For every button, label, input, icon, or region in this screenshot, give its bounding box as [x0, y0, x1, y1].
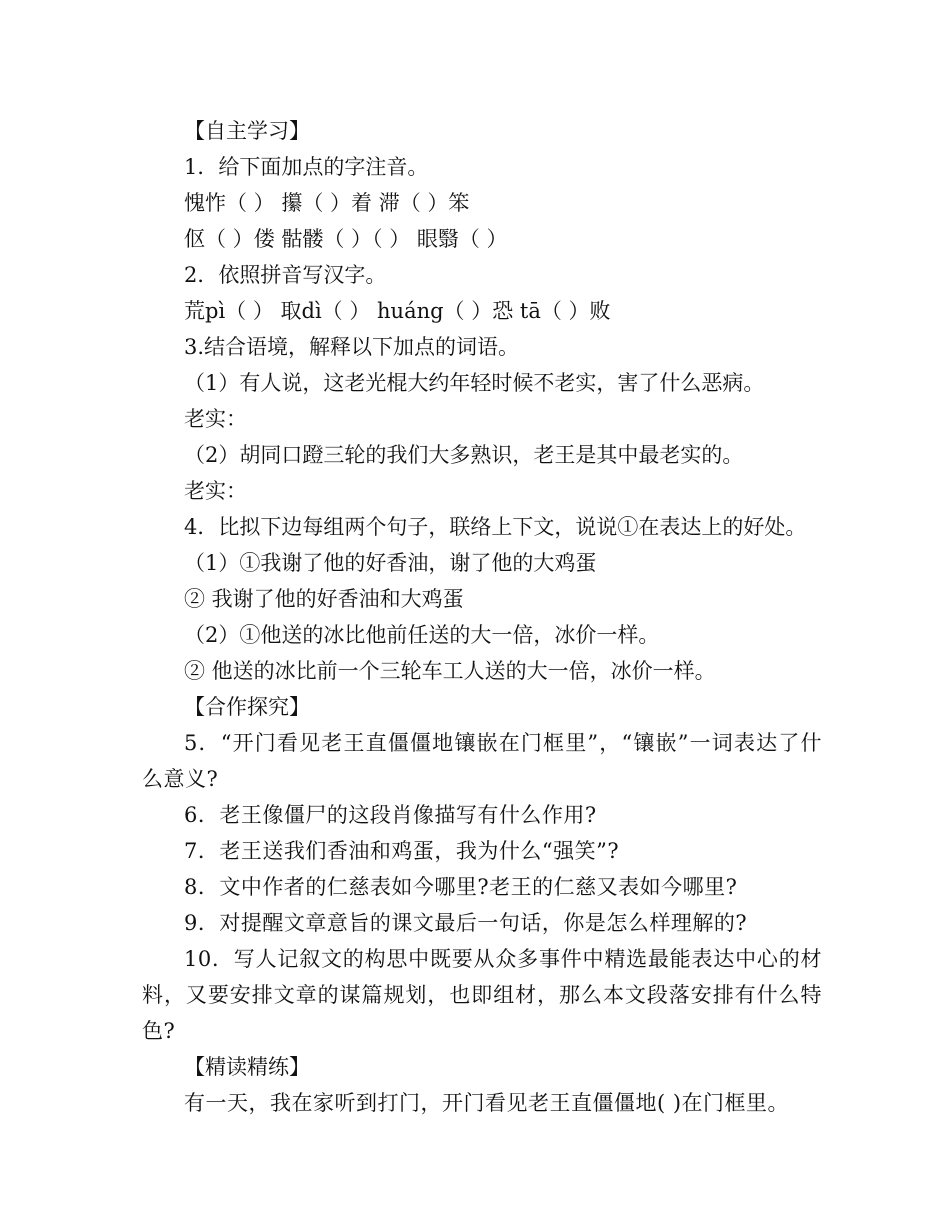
question-3-title: 3.结合语境，解释以下加点的词语。	[184, 335, 520, 359]
question-9: 9．对提醒文章意旨的课文最后一句话，你是怎么样理解的?	[184, 911, 748, 935]
question-7: 7．老王送我们香油和鸡蛋，我为什么“强笑”?	[184, 839, 620, 863]
question-2-title: 2．依照拼音写汉字。	[184, 263, 387, 287]
question-3-item-1-answer-label: 老实：	[184, 407, 247, 431]
question-2-line-1: 荒pì（ ） 取dì（ ） huáng（ ）恐 tā（ ）败	[184, 299, 611, 323]
question-1-line-1: 愧怍（ ） 攥（ ）着 滞（ ）笨	[184, 191, 470, 215]
question-3-item-2: （2）胡同口蹬三轮的我们大多熟识，老王是其中最老实的。	[184, 443, 744, 467]
question-1-title: 1．给下面加点的字注音。	[184, 155, 429, 179]
question-10: 10．写人记叙文的构思中既要从众多事件中精选最能表达中心的材料，又要安排文章的谋篇规划，也即组材，那么本文段落安排有什么特色?	[142, 947, 822, 1043]
document-body	[142, 113, 822, 1121]
question-3-item-2-answer-label: 老实：	[184, 479, 247, 503]
question-4-group-1-sentence-a: （1）①我谢了他的好香油，谢了他的大鸡蛋	[184, 551, 597, 575]
question-3-item-1: （1）有人说，这老光棍大约年轻时候不老实，害了什么恶病。	[184, 371, 765, 395]
intensive-paragraph-1: 有一天，我在家听到打门，开门看见老王直僵僵地( )在门框里。	[184, 1091, 790, 1115]
question-1-line-2: 伛（ ）偻 骷髅（ ）（ ） 眼翳（ ）	[184, 227, 508, 251]
question-5: 5．“开门看见老王直僵僵地镶嵌在门框里”，“镶嵌”一词表达了什么意义?	[142, 731, 822, 791]
question-4-title: 4．比拟下边每组两个句子，联络上下文，说说①在表达上的好处。	[184, 515, 807, 539]
section-heading-intensive: 【精读精练】	[184, 1055, 310, 1079]
question-8: 8．文中作者的仁慈表如今哪里?老王的仁慈又表如今哪里?	[184, 875, 738, 899]
question-4-group-1-sentence-b: ② 我谢了他的好香油和大鸡蛋	[184, 587, 464, 611]
question-4-group-2-sentence-a: （2）①他送的冰比他前任送的大一倍，冰价一样。	[184, 623, 660, 647]
question-4-group-2-sentence-b: ② 他送的冰比前一个三轮车工人送的大一倍，冰价一样。	[184, 659, 716, 683]
section-heading-cooperative: 【合作探究】	[184, 695, 310, 719]
question-6: 6．老王像僵尸的这段肖像描写有什么作用?	[184, 803, 597, 827]
section-heading-self-study: 【自主学习】	[184, 119, 310, 143]
